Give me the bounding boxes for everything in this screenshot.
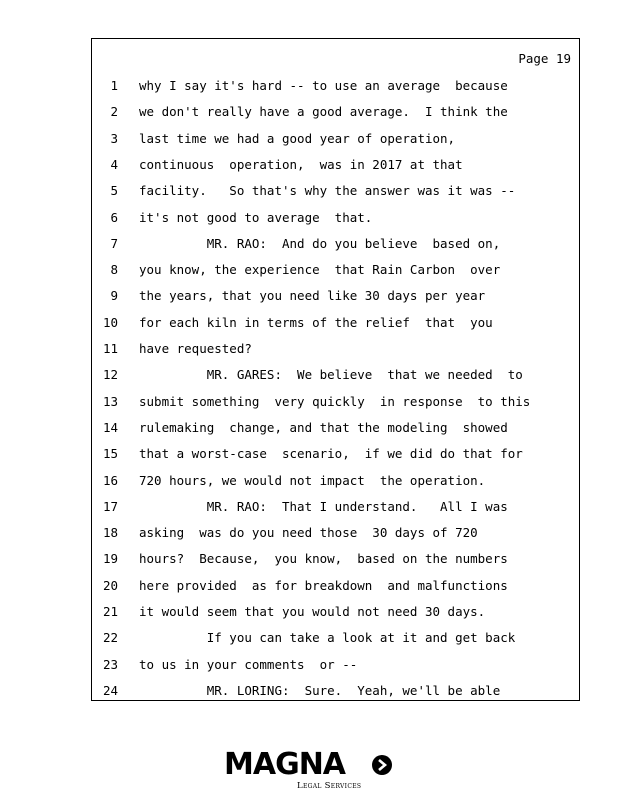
line-text: why I say it's hard -- to use an average because bbox=[139, 78, 508, 93]
transcript-line bbox=[92, 210, 581, 228]
line-text: MR. LORING: Sure. Yeah, we'll be able bbox=[139, 682, 501, 698]
line-number: 21 bbox=[102, 604, 118, 619]
line-text: we don't really have a good average. I think the bbox=[139, 104, 508, 120]
logo-wordmark: MAGNA bbox=[224, 747, 346, 782]
line-text: last time we had a good year of operation, bbox=[139, 130, 456, 146]
magna-logo bbox=[224, 748, 394, 792]
line-text: MR. RAO: That I understand. All I was bbox=[139, 498, 508, 514]
line-number: 20 bbox=[102, 577, 118, 593]
line-text: have requested? bbox=[139, 341, 252, 356]
transcript-line bbox=[92, 683, 581, 701]
transcript-line bbox=[92, 604, 581, 622]
transcript-line bbox=[92, 315, 581, 333]
line-text: asking was do you need those 30 days of 720 bbox=[139, 525, 478, 541]
line-number: 16 bbox=[102, 472, 118, 488]
transcript-line bbox=[92, 78, 581, 96]
transcript-line bbox=[92, 420, 581, 438]
transcript-line bbox=[92, 473, 581, 491]
transcript-line bbox=[92, 288, 581, 306]
transcript-line bbox=[92, 525, 581, 543]
transcript-line bbox=[92, 341, 581, 359]
line-number: 24 bbox=[102, 682, 118, 698]
line-number: 3 bbox=[110, 130, 118, 146]
chevron-right-icon bbox=[372, 755, 392, 775]
line-number: 4 bbox=[110, 156, 118, 172]
line-text: to us in your comments or -- bbox=[139, 656, 358, 672]
line-text: hours? Because, you know, based on the numbers bbox=[139, 551, 508, 567]
line-text: here provided as for breakdown and malfunctions bbox=[139, 577, 508, 593]
line-number: 5 bbox=[110, 183, 118, 199]
transcript-line bbox=[92, 104, 581, 122]
line-number: 6 bbox=[110, 209, 118, 225]
transcript-line bbox=[92, 367, 581, 385]
transcript-line bbox=[92, 183, 581, 201]
transcript-line bbox=[92, 551, 581, 569]
transcript-page bbox=[91, 38, 580, 701]
line-number: 2 bbox=[110, 104, 118, 120]
line-number: 9 bbox=[110, 288, 118, 304]
line-text: you know, the experience that Rain Carbon over bbox=[139, 262, 501, 278]
line-text: If you can take a look at it and get back bbox=[139, 630, 516, 646]
line-number: 22 bbox=[102, 630, 118, 646]
line-number: 12 bbox=[102, 367, 118, 383]
line-number: 13 bbox=[102, 393, 118, 409]
transcript-line bbox=[92, 630, 581, 648]
line-text: continuous operation, was in 2017 at that bbox=[139, 156, 463, 172]
transcript-line bbox=[92, 657, 581, 675]
line-number: 17 bbox=[102, 498, 118, 514]
transcript-line bbox=[92, 157, 581, 175]
transcript-line bbox=[92, 394, 581, 412]
line-number: 11 bbox=[102, 341, 118, 356]
line-number: 7 bbox=[110, 235, 118, 251]
line-number: 14 bbox=[102, 419, 118, 435]
transcript-line bbox=[92, 446, 581, 464]
line-number: 1 bbox=[110, 78, 118, 93]
logo-tagline: Legal Services bbox=[297, 781, 362, 791]
line-text: that a worst-case scenario, if we did do that for bbox=[139, 446, 523, 462]
line-number: 18 bbox=[102, 525, 118, 541]
line-text: the years, that you need like 30 days per year bbox=[139, 288, 486, 304]
line-text: rulemaking change, and that the modeling showed bbox=[139, 419, 508, 435]
line-number: 10 bbox=[102, 314, 118, 330]
line-text: 720 hours, we would not impact the operation. bbox=[139, 472, 486, 488]
page-number: Page 19 bbox=[518, 51, 571, 66]
line-text: for each kiln in terms of the relief that you bbox=[139, 314, 493, 330]
line-number: 15 bbox=[102, 446, 118, 462]
line-number: 8 bbox=[110, 262, 118, 278]
transcript-line bbox=[92, 499, 581, 517]
line-text: it's not good to average that. bbox=[139, 209, 373, 225]
line-number: 19 bbox=[102, 551, 118, 567]
line-text: it would seem that you would not need 30 days. bbox=[139, 604, 486, 619]
transcript-line bbox=[92, 236, 581, 254]
transcript-line bbox=[92, 578, 581, 596]
line-number: 23 bbox=[102, 656, 118, 672]
transcript-line bbox=[92, 262, 581, 280]
line-text: MR. RAO: And do you believe based on, bbox=[139, 235, 501, 251]
line-text: MR. GARES: We believe that we needed to bbox=[139, 367, 523, 383]
line-text: submit something very quickly in response to this bbox=[139, 393, 531, 409]
line-text: facility. So that's why the answer was it was -- bbox=[139, 183, 516, 199]
transcript-line bbox=[92, 131, 581, 149]
